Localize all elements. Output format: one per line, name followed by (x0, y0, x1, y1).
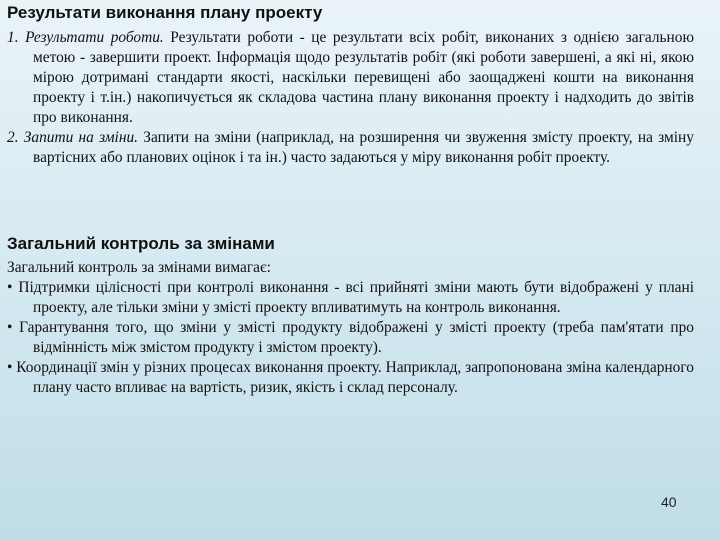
section-2-body (7, 258, 694, 398)
item-label: 2. Запити на зміни. (7, 129, 139, 146)
item-text: Запити на зміни (наприклад, на розширення чи звуження змісту проекту, на зміну вартісних або планових оцінок і та ін.) часто задаються у міру виконання робіт проекту. (33, 129, 694, 166)
section-1-title: Результати виконання плану проекту (7, 3, 323, 22)
section-1-body (7, 28, 694, 168)
bullet-item: • Гарантування того, що зміни у змісті продукту відображені у змісті проекту (треба пам'ятати про відмінність між змістом продукту і змістом проекту). (7, 319, 694, 356)
page-number: 40 (661, 494, 677, 510)
item-label: 1. Результати роботи. (7, 29, 164, 46)
result-item-work-results (7, 28, 694, 128)
section-2-title: Загальний контроль за змінами (7, 234, 275, 253)
bullet-item: • Підтримки цілісності при контролі виконання - всі прийняті зміни мають бути відображені у плані проекту, але тільки зміни у змісті проекту впливатимуть на контроль виконання. (7, 279, 694, 316)
result-item-change-requests (7, 128, 694, 168)
bullet-item: • Координації змін у різних процесах виконання проекту. Наприклад, запропонована зміна календарного плану часто впливає на вартість, ризик, якість і склад персоналу. (7, 359, 694, 396)
item-text: Результати роботи - це результати всіх робіт, виконаних з однією загальною метою - завершити проект. Інформація щодо результатів робіт (які роботи завершені, а які ні, якою мірою дотримані стандарти якості, наскільки перевищені або заощаджені кошти на виконання проекту і т.ін.) накопичується як складова частина плану виконання проекту і надходить до звітів про виконання. (33, 29, 694, 126)
section-2-intro: Загальний контроль за змінами вимагає: (7, 259, 271, 276)
